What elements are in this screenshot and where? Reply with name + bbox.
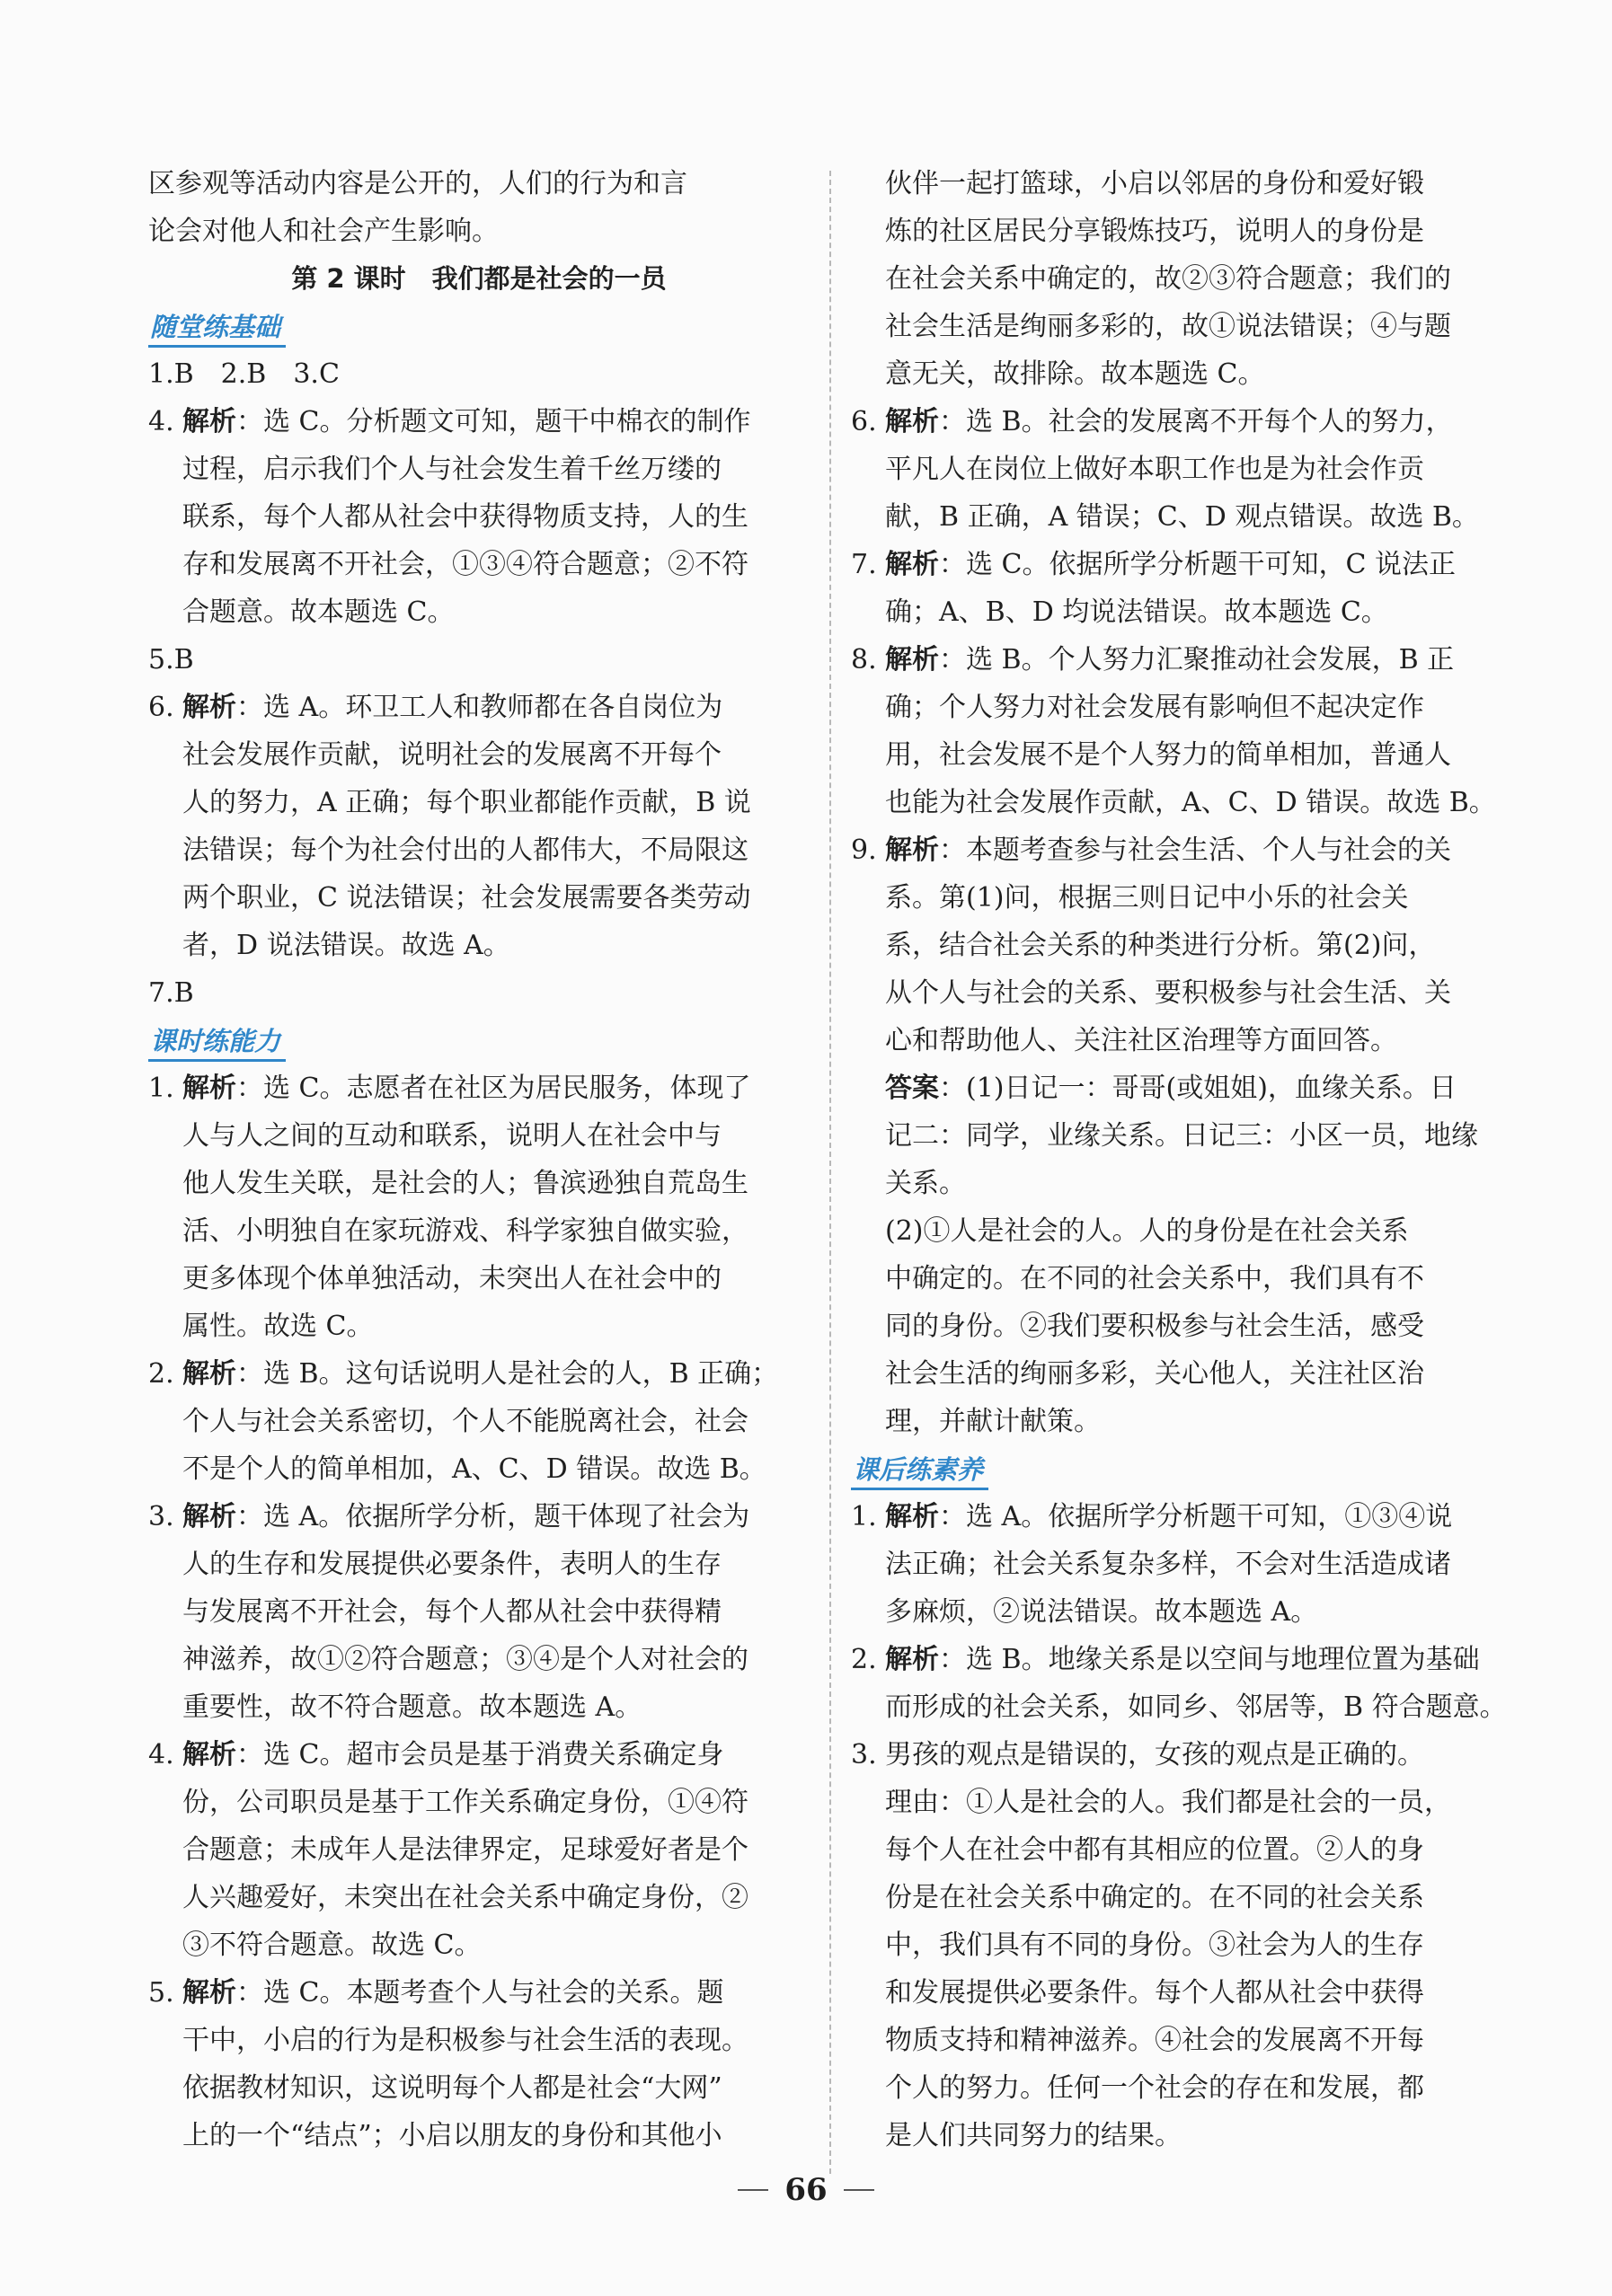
answer-line: [851, 636, 1503, 684]
question-number: 1.: [851, 1501, 877, 1532]
answer-text: 社会生活是绚丽多彩的，故①说法错误；④与题: [885, 311, 1451, 342]
answer-line: [851, 303, 1503, 350]
answer-text: 解析：选 B。个人努力汇聚推动社会发展，B 正: [885, 644, 1455, 676]
answer-line: [148, 874, 810, 922]
question-number: 4.: [148, 406, 174, 437]
answer-line: [851, 2017, 1503, 2064]
answer-line: [851, 779, 1503, 826]
section-title-basic: 随堂练基础: [148, 309, 286, 348]
answer-text: 法错误；每个为社会付出的人都伟大，不局限这: [182, 835, 748, 866]
answer-text: 7.B: [148, 977, 194, 1009]
answer-keyword: 解析: [885, 549, 939, 580]
question-number: 4.: [148, 1739, 174, 1771]
answer-text: 重要性，故不符合题意。故本题选 A。: [182, 1691, 642, 1723]
answer-line: [851, 350, 1503, 398]
answer-text: 炼的社区居民分享锻炼技巧，说明人的身份是: [885, 216, 1424, 247]
answer-line: [851, 1779, 1503, 1826]
answer-line: [148, 684, 810, 731]
answer-text: 意无关，故排除。故本题选 C。: [885, 358, 1265, 390]
answer-keyword: 解析: [182, 1501, 236, 1532]
page-number: 66: [784, 2172, 828, 2208]
answer-line: [851, 588, 1503, 636]
answer-keyword: 解析: [885, 406, 939, 437]
answer-text: 合题意。故本题选 C。: [182, 596, 455, 628]
answer-line: [851, 922, 1503, 969]
answer-line: [851, 684, 1503, 731]
answer-text: 人的生存和发展提供必要条件，表明人的生存: [182, 1549, 722, 1580]
answer-keyword: 答案: [885, 1073, 939, 1104]
answer-line: [851, 1731, 1503, 1779]
answer-text: 确；A、B、D 均说法错误。故本题选 C。: [885, 596, 1388, 628]
answer-keyword: 解析: [885, 1644, 939, 1675]
answer-text: 与发展离不开社会，每个人都从社会中获得精: [182, 1596, 722, 1628]
answer-line: [851, 826, 1503, 874]
question-number: 9.: [851, 835, 877, 866]
answer-text: 上的一个“结点”；小启以朋友的身份和其他小: [182, 2120, 722, 2151]
answer-line: [851, 541, 1503, 588]
section-title-ability: 课时练能力: [148, 1023, 286, 1062]
answer-line: [851, 1207, 1503, 1255]
answer-text: 更多体现个体单独活动，未突出人在社会中的: [182, 1263, 722, 1294]
answer-line: [148, 1303, 810, 1350]
answer-line: [851, 731, 1503, 779]
answer-text: 记二：同学，业缘关系。日记三：小区一员，地缘: [885, 1120, 1478, 1152]
answer-text: 多麻烦，②说法错误。故本题选 A。: [885, 1596, 1318, 1628]
answer-text: 活、小明独自在家玩游戏、科学家独自做实验，: [182, 1215, 748, 1247]
answer-line: [148, 1683, 810, 1731]
answer-text: 解析：选 B。地缘关系是以空间与地理位置为基础: [885, 1644, 1480, 1675]
answer-keyword: 解析: [182, 406, 236, 437]
answer-text: 联系，每个人都从社会中获得物质支持，人的生: [182, 501, 748, 533]
answer-text: 两个职业，C 说法错误；社会发展需要各类劳动: [182, 882, 751, 914]
answer-text: 存和发展离不开社会，①③④符合题意；②不符: [182, 549, 748, 580]
answer-text: 每个人在社会中都有其相应的位置。②人的身: [885, 1834, 1424, 1866]
answer-line: [851, 446, 1503, 493]
answer-text: 用，社会发展不是个人努力的简单相加，普通人: [885, 739, 1451, 771]
lesson-title: 第 2 课时 我们都是社会的一员: [291, 263, 667, 294]
answer-line: [148, 541, 810, 588]
answer-text: 关系。: [885, 1168, 966, 1199]
answer-line: [851, 1017, 1503, 1064]
question-number: 5.: [148, 1977, 174, 2009]
answer-line: [851, 1588, 1503, 1636]
section-title-literacy: 课后练素养: [851, 1452, 988, 1490]
answer-text: 伙伴一起打篮球，小启以邻居的身份和爱好锻: [885, 168, 1424, 199]
answer-line: [148, 922, 810, 969]
answer-line: [851, 1636, 1503, 1683]
answer-line: [148, 969, 810, 1017]
answer-text: 中，我们具有不同的身份。③社会为人的生存: [885, 1930, 1424, 1961]
answer-text: 1.B 2.B 3.C: [148, 358, 340, 390]
intro-block: [148, 160, 810, 255]
answer-text: 神滋养，故①②符合题意；③④是个人对社会的: [182, 1644, 748, 1675]
answer-line: [851, 255, 1503, 303]
section-ability-answers: [148, 1064, 810, 2159]
answer-line: [851, 1112, 1503, 1160]
answer-text: 是人们共同努力的结果。: [885, 2120, 1182, 2151]
answer-line: [148, 1588, 810, 1636]
question-number: 3.: [851, 1739, 877, 1771]
answer-text: 5.B: [148, 644, 194, 676]
answer-text: 他人发生关联，是社会的人；鲁滨逊独自荒岛生: [182, 1168, 748, 1199]
answer-text: 献，B 正确，A 错误；C、D 观点错误。故选 B。: [885, 501, 1479, 533]
text-line: 论会对他人和社会产生影响。: [148, 216, 499, 247]
answer-text: 解析：选 C。分析题文可知，题干中棉衣的制作: [182, 406, 751, 437]
answer-text: 个人与社会关系密切，个人不能脱离社会，社会: [182, 1406, 748, 1437]
answer-text: 中确定的。在不同的社会关系中，我们具有不: [885, 1263, 1424, 1294]
answer-line: [851, 1826, 1503, 1874]
column-divider: [829, 171, 831, 2174]
answer-text: 解析：选 B。社会的发展离不开每个人的努力，: [885, 406, 1453, 437]
answer-keyword: 解析: [182, 1739, 236, 1771]
question-number: 7.: [851, 549, 877, 580]
question-number: 6.: [148, 692, 174, 723]
answer-keyword: 解析: [182, 1977, 236, 2009]
answer-line: [851, 874, 1503, 922]
answer-keyword: 解析: [885, 835, 939, 866]
answer-line: [148, 1207, 810, 1255]
answer-text: 人的努力，A 正确；每个职业都能作贡献，B 说: [182, 787, 751, 818]
answer-line: [148, 1255, 810, 1303]
answer-text: 也能为社会发展作贡献，A、C、D 错误。故选 B。: [885, 787, 1496, 818]
answer-text: 答案：(1)日记一：哥哥(或姐姐)，血缘关系。日: [885, 1073, 1457, 1104]
answer-text: 从个人与社会的关系、要积极参与社会生活、关: [885, 977, 1451, 1009]
answer-text: 干中，小启的行为是积极参与社会生活的表现。: [182, 2025, 748, 2056]
answer-line: [851, 1303, 1503, 1350]
answer-line: [148, 1779, 810, 1826]
answer-text: 物质支持和精神滋养。④社会的发展离不开每: [885, 2025, 1424, 2056]
answer-text: 社会生活的绚丽多彩，关心他人，关注社区治: [885, 1358, 1424, 1390]
answer-text: 社会发展作贡献，说明社会的发展离不开每个: [182, 739, 722, 771]
answer-text: 者，D 说法错误。故选 A。: [182, 930, 510, 961]
answer-line: [148, 588, 810, 636]
answer-line: [851, 1350, 1503, 1398]
answer-line: [851, 1255, 1503, 1303]
answer-line: [148, 446, 810, 493]
answer-line: [148, 1350, 810, 1398]
answer-text: 解析：本题考查参与社会生活、个人与社会的关: [885, 835, 1451, 866]
answer-text: 解析：选 B。这句话说明人是社会的人，B 正确；: [182, 1358, 779, 1390]
question-number: 8.: [851, 644, 877, 676]
answer-line: [148, 1826, 810, 1874]
footer-dash-left: [738, 2189, 768, 2191]
answer-text: 个人的努力。任何一个社会的存在和发展，都: [885, 2072, 1424, 2104]
answer-text: 解析：选 A。依据所学分析题干可知，①③④说: [885, 1501, 1453, 1532]
answer-keyword: 解析: [182, 1073, 236, 1104]
answer-line: [148, 1921, 810, 1969]
answer-text: 解析：选 A。依据所学分析，题干体现了社会为: [182, 1501, 750, 1532]
answer-text: 平凡人在岗位上做好本职工作也是为社会作贡: [885, 454, 1424, 485]
answer-line: [851, 493, 1503, 541]
answer-line: [851, 208, 1503, 255]
answer-text: 男孩的观点是错误的，女孩的观点是正确的。: [885, 1739, 1424, 1771]
answer-text: 解析：选 C。依据所学分析题干可知，C 说法正: [885, 549, 1456, 580]
answer-keyword: 解析: [885, 644, 939, 676]
answer-line: [851, 1921, 1503, 1969]
answer-text: 解析：选 A。环卫工人和教师都在各自岗位为: [182, 692, 723, 723]
answer-line: [851, 2064, 1503, 2112]
answer-line: [851, 1493, 1503, 1541]
question-number: 3.: [148, 1501, 174, 1532]
answer-text: 和发展提供必要条件。每个人都从社会中获得: [885, 1977, 1424, 2009]
answer-line: [148, 398, 810, 446]
question-number: 1.: [148, 1073, 174, 1104]
answer-text: 解析：选 C。本题考查个人与社会的关系。题: [182, 1977, 724, 2009]
continued-answers: [851, 160, 1503, 1445]
answer-keyword: 解析: [885, 1501, 939, 1532]
answer-text: 份，公司职员是基于工作关系确定身份，①④符: [182, 1787, 748, 1818]
answer-text: 依据教材知识，这说明每个人都是社会“大网”: [182, 2072, 722, 2104]
answer-line: [148, 350, 810, 398]
answer-text: 理由：①人是社会的人。我们都是社会的一员，: [885, 1787, 1451, 1818]
answer-line: [851, 1160, 1503, 1207]
answer-line: [148, 2112, 810, 2159]
answer-text: 人与人之间的互动和联系，说明人在社会中与: [182, 1120, 722, 1152]
answer-line: [851, 969, 1503, 1017]
answer-line: [148, 2064, 810, 2112]
answer-text: 人兴趣爱好，未突出在社会关系中确定身份，②: [182, 1882, 748, 1913]
right-column: [851, 160, 1507, 2159]
answer-text: 过程，启示我们个人与社会发生着千丝万缕的: [182, 454, 722, 485]
answer-text: 确；个人努力对社会发展有影响但不起决定作: [885, 692, 1424, 723]
answer-line: [148, 1636, 810, 1683]
answer-text: 份是在社会关系中确定的。在不同的社会关系: [885, 1882, 1424, 1913]
answer-text: 系，结合社会关系的种类进行分析。第(2)问，: [885, 930, 1436, 961]
answer-text: 属性。故选 C。: [182, 1311, 374, 1342]
answer-line: [148, 731, 810, 779]
answer-line: [148, 1064, 810, 1112]
answer-text: 同的身份。②我们要积极参与社会生活，感受: [885, 1311, 1424, 1342]
answer-keyword: 解析: [182, 1358, 236, 1390]
answer-line: [851, 1874, 1503, 1921]
answer-line: [148, 1398, 810, 1445]
page-footer: [0, 2172, 1612, 2208]
answer-line: [851, 1064, 1503, 1112]
section-basic-answers: [148, 350, 810, 1017]
answer-text: 解析：选 C。志愿者在社区为居民服务，体现了: [182, 1073, 751, 1104]
answer-line: [148, 1874, 810, 1921]
question-number: 2.: [851, 1644, 877, 1675]
section-literacy-answers: [851, 1493, 1507, 2159]
answer-line: [148, 1493, 810, 1541]
answer-line: [851, 1969, 1503, 2017]
answer-text: ③不符合题意。故选 C。: [182, 1930, 482, 1961]
left-column: [148, 160, 810, 2159]
question-number: 6.: [851, 406, 877, 437]
answer-line: [148, 1445, 810, 1493]
answer-text: 不是个人的简单相加，A、C、D 错误。故选 B。: [182, 1453, 766, 1485]
answer-line: [148, 1731, 810, 1779]
answer-line: [148, 636, 810, 684]
answer-line: [851, 1683, 1507, 1731]
answer-line: [851, 1541, 1503, 1588]
answer-keyword: 解析: [182, 692, 236, 723]
answer-line: [148, 1160, 810, 1207]
answer-text: 心和帮助他人、关注社区治理等方面回答。: [885, 1025, 1397, 1056]
answer-text: 而形成的社会关系，如同乡、邻居等，B 符合题意。: [885, 1691, 1507, 1723]
answer-line: [148, 1112, 810, 1160]
text-line: 区参观等活动内容是公开的，人们的行为和言: [148, 168, 687, 199]
footer-dash-right: [844, 2189, 874, 2191]
answer-text: 理，并献计献策。: [885, 1406, 1101, 1437]
answer-text: (2)①人是社会的人。人的身份是在社会关系: [885, 1215, 1409, 1247]
answer-text: 解析：选 C。超市会员是基于消费关系确定身: [182, 1739, 724, 1771]
question-number: 2.: [148, 1358, 174, 1390]
answer-line: [148, 1541, 810, 1588]
answer-line: [148, 826, 810, 874]
answer-line: [851, 398, 1503, 446]
answer-text: 在社会关系中确定的，故②③符合题意；我们的: [885, 263, 1451, 295]
answer-line: [148, 2017, 810, 2064]
answer-line: [148, 1969, 810, 2017]
answer-line: [851, 160, 1503, 208]
answer-text: 法正确；社会关系复杂多样，不会对生活造成诸: [885, 1549, 1451, 1580]
answer-text: 合题意；未成年人是法律界定，足球爱好者是个: [182, 1834, 748, 1866]
answer-line: [148, 493, 810, 541]
answer-line: [148, 779, 810, 826]
answer-line: [851, 2112, 1503, 2159]
answer-text: 系。第(1)问，根据三则日记中小乐的社会关: [885, 882, 1409, 914]
answer-line: [851, 1398, 1503, 1445]
